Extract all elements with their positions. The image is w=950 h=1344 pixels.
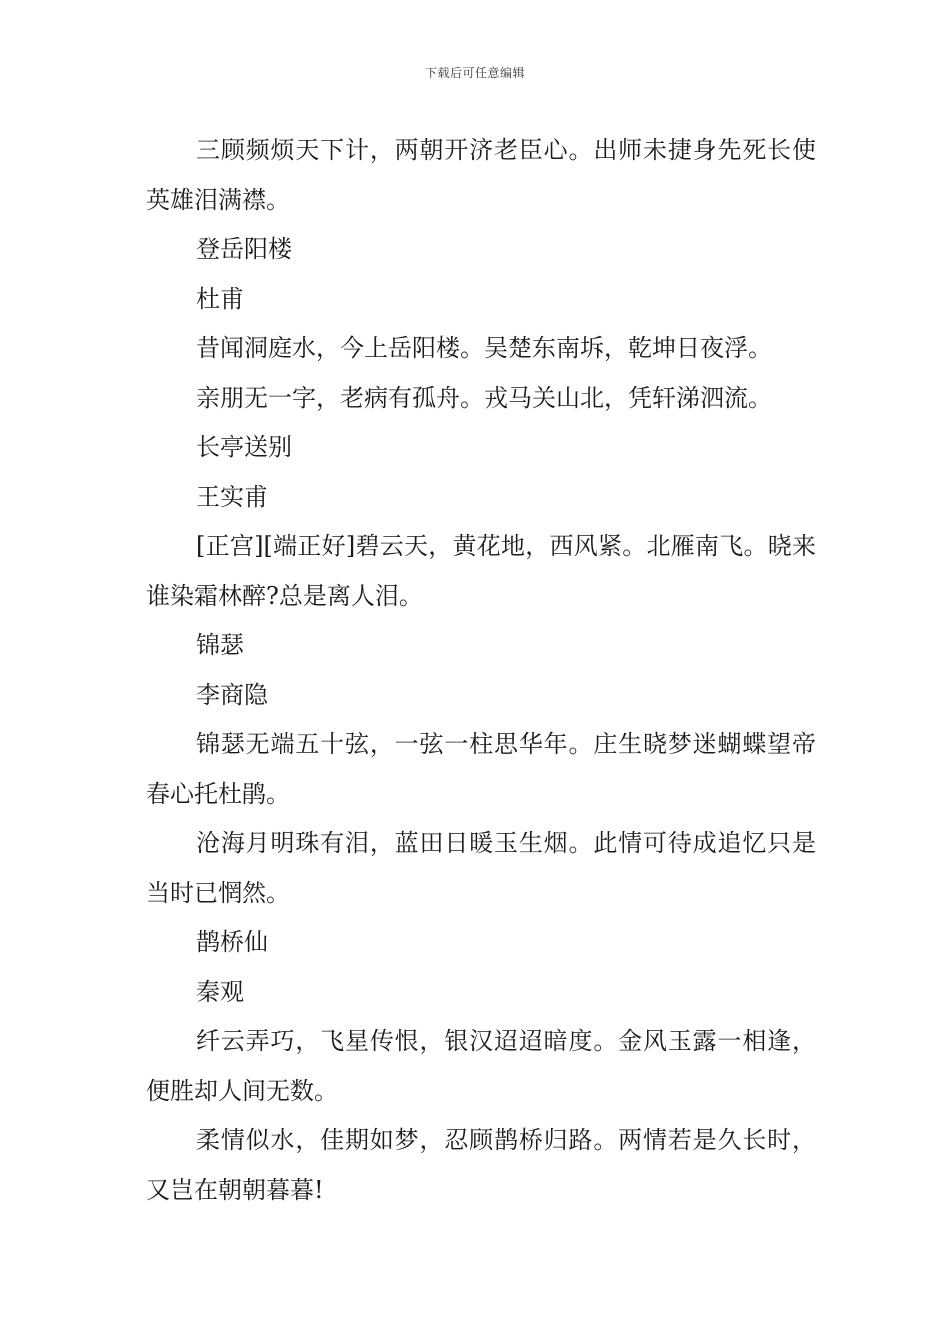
- poem-text-zhuge: 三顾频烦天下计，两朝开济老臣心。出师未捷身先死长使英雄泪满襟。: [146, 136, 816, 214]
- poem-author-wangshifu: 王实甫: [196, 482, 268, 511]
- poem-title-changting: 长亭送别: [196, 433, 292, 461]
- poem-title-jinse: 锦瑟: [196, 631, 244, 659]
- page-header-note: 下载后可任意编辑: [424, 66, 525, 80]
- poem-author-lishangyin: 李商隐: [196, 680, 268, 709]
- poem-title-yueyang: 登岳阳楼: [196, 235, 292, 263]
- poem-author-qinguan: 秦观: [196, 977, 244, 1006]
- poem-line-jinse-1: 锦瑟无端五十弦，一弦一柱思华年。庄生晓梦迷蝴蝶望帝春心托杜鹃。: [146, 730, 816, 808]
- document-body: [146, 126, 816, 1215]
- poem-text-changting: [正宫][端正好]碧云天，黄花地，西风紧。北雁南飞。晓来谁染霜林醉?总是离人泪。: [146, 532, 816, 610]
- poem-line-yueyang-2: 亲朋无一字，老病有孤舟。戎马关山北，凭轩涕泗流。: [196, 383, 772, 412]
- poem-line-queqiaoxian-2: 柔情似水，佳期如梦，忍顾鹊桥归路。两情若是久长时，又岂在朝朝暮暮!: [146, 1126, 816, 1204]
- poem-line-queqiaoxian-1: 纤云弄巧，飞星传恨，银汉迢迢暗度。金风玉露一相逢，便胜却人间无数。: [146, 1027, 816, 1105]
- poem-line-jinse-2: 沧海月明珠有泪，蓝田日暖玉生烟。此情可待成追忆只是当时已惘然。: [146, 829, 816, 907]
- poem-line-yueyang-1: 昔闻洞庭水，今上岳阳楼。吴楚东南坼，乾坤日夜浮。: [196, 334, 772, 362]
- poem-title-queqiaoxian: 鹊桥仙: [196, 928, 268, 956]
- poem-author-dufu: 杜甫: [196, 284, 244, 313]
